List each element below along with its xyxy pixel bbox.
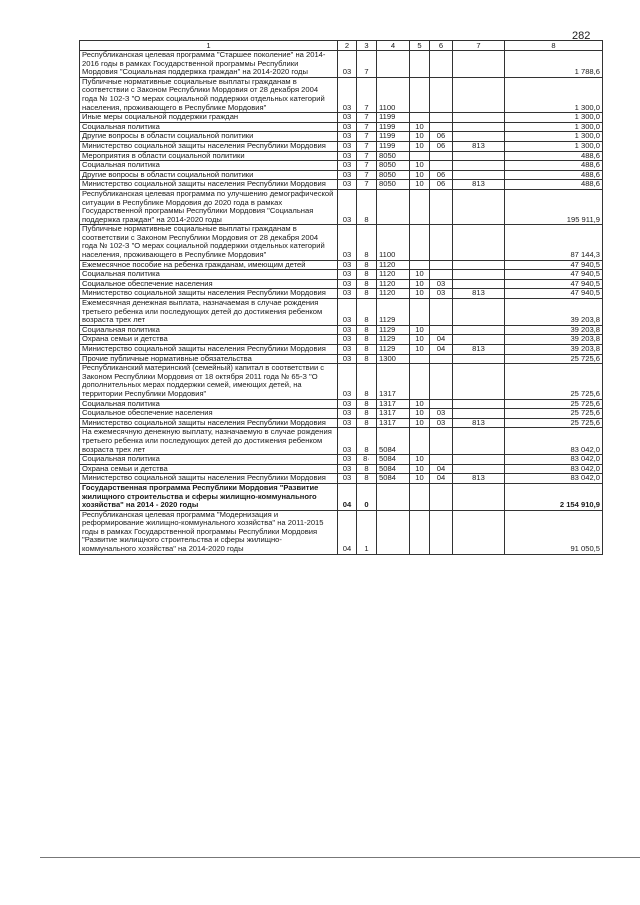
row-code-3: 8: [357, 364, 377, 399]
row-code-3: 7: [357, 122, 377, 132]
row-code-5: [410, 510, 430, 554]
row-name: Социальная политика: [80, 122, 338, 132]
col-header-3: 3: [357, 41, 377, 51]
row-code-7: [453, 409, 505, 419]
row-code-6: 03: [430, 289, 453, 299]
row-name: Социальная политика: [80, 270, 338, 280]
row-amount: 488,6: [505, 180, 603, 190]
row-amount: 39 203,8: [505, 335, 603, 345]
row-name: На ежемесячную денежную выплату, назначаемую в случае рождения третьего ребенка или последующих детей до достижения ребенком возраста трех лет: [80, 428, 338, 455]
row-code-3: 8: [357, 260, 377, 270]
row-code-3: 8: [357, 418, 377, 428]
table-row: [80, 299, 603, 326]
row-amount: 1 300,0: [505, 122, 603, 132]
row-code-3: 1: [357, 510, 377, 554]
row-code-7: [453, 260, 505, 270]
row-code-6: [430, 510, 453, 554]
row-code-4: 1199: [377, 122, 410, 132]
row-code-6: [430, 77, 453, 112]
row-code-4: 1100: [377, 77, 410, 112]
row-name: Публичные нормативные социальные выплаты гражданам в соответствии с Законом Республики Мордовия от 28 декабря 2004 года № 102-З "О мерах социальной поддержки отдельных категорий населения, проживающего в Республике Мордовия": [80, 77, 338, 112]
row-code-4: 1317: [377, 399, 410, 409]
row-code-5: [410, 354, 430, 364]
row-code-5: 10: [410, 122, 430, 132]
row-code-6: 03: [430, 418, 453, 428]
row-name: Республиканский материнский (семейный) капитал в соответствии с Законом Республики Мордовия от 18 октября 2011 года № 65-З "О дополнительных мерах поддержки семей, имеющих детей, на территории Республики Мордовия": [80, 364, 338, 399]
row-code-7: 813: [453, 418, 505, 428]
row-code-2: 03: [338, 354, 357, 364]
row-code-2: 03: [338, 299, 357, 326]
row-amount: 83 042,0: [505, 464, 603, 474]
row-code-5: 10: [410, 335, 430, 345]
row-code-5: [410, 151, 430, 161]
row-code-3: 7: [357, 51, 377, 78]
row-code-5: 10: [410, 474, 430, 484]
row-code-3: 7: [357, 77, 377, 112]
table-row: [80, 399, 603, 409]
row-code-7: [453, 399, 505, 409]
row-code-4: 1120: [377, 270, 410, 280]
table-row: [80, 151, 603, 161]
table-row: [80, 189, 603, 224]
table-row: [80, 180, 603, 190]
row-code-2: 03: [338, 51, 357, 78]
row-code-3: 8: [357, 189, 377, 224]
row-code-4: 1317: [377, 409, 410, 419]
row-code-2: 03: [338, 170, 357, 180]
row-code-3: 8: [357, 289, 377, 299]
table-row: [80, 364, 603, 399]
row-code-2: 03: [338, 77, 357, 112]
row-code-6: [430, 151, 453, 161]
row-code-4: 1300: [377, 354, 410, 364]
row-code-7: [453, 464, 505, 474]
row-code-6: [430, 399, 453, 409]
table-row: [80, 225, 603, 260]
row-code-2: 03: [338, 161, 357, 171]
row-amount: 47 940,5: [505, 270, 603, 280]
row-amount: 1 300,0: [505, 77, 603, 112]
row-name: Министерство социальной защиты населения Республики Мордовия: [80, 345, 338, 355]
row-name: Социальная политика: [80, 455, 338, 465]
row-code-3: 8: [357, 474, 377, 484]
row-code-5: [410, 113, 430, 123]
row-code-3: 8: [357, 299, 377, 326]
table-row: [80, 455, 603, 465]
row-code-3: 8: [357, 399, 377, 409]
row-amount: 1 300,0: [505, 113, 603, 123]
col-header-4: 4: [377, 41, 410, 51]
row-code-4: 1317: [377, 364, 410, 399]
row-name: Республиканская целевая программа по улучшению демографической ситуации в Республике Мордовия до 2020 года в рамках Государственной программы Республики Мордовия "Социальная поддержка граждан" на 2014-2020 годы: [80, 189, 338, 224]
row-code-5: 10: [410, 170, 430, 180]
row-name: Социальное обеспечение населения: [80, 409, 338, 419]
row-code-7: [453, 279, 505, 289]
table-row: [80, 170, 603, 180]
row-code-6: 06: [430, 141, 453, 151]
row-code-6: [430, 299, 453, 326]
row-code-6: [430, 51, 453, 78]
row-code-2: 03: [338, 151, 357, 161]
row-code-4: [377, 189, 410, 224]
table-row: [80, 418, 603, 428]
row-code-7: [453, 455, 505, 465]
row-code-4: 8050: [377, 180, 410, 190]
row-code-4: 1129: [377, 325, 410, 335]
row-code-7: 813: [453, 474, 505, 484]
row-amount: 25 725,6: [505, 399, 603, 409]
row-code-2: 03: [338, 325, 357, 335]
col-header-5: 5: [410, 41, 430, 51]
row-code-7: [453, 335, 505, 345]
row-code-5: 10: [410, 270, 430, 280]
row-name: Иные меры социальной поддержки граждан: [80, 113, 338, 123]
row-name: Охрана семьи и детства: [80, 335, 338, 345]
row-code-4: 1120: [377, 289, 410, 299]
row-code-2: 04: [338, 483, 357, 510]
row-code-3: 7: [357, 132, 377, 142]
row-code-3: 7: [357, 161, 377, 171]
row-code-3: 0: [357, 483, 377, 510]
table-row: [80, 345, 603, 355]
row-amount: 83 042,0: [505, 474, 603, 484]
col-header-8: 8: [505, 41, 603, 51]
row-code-2: 03: [338, 225, 357, 260]
page-number: 282: [572, 30, 591, 42]
header-row: [80, 41, 603, 51]
row-code-5: 10: [410, 345, 430, 355]
row-code-7: [453, 132, 505, 142]
row-name: Ежемесячная денежная выплата, назначаемая в случае рождения третьего ребенка или последующих детей до достижения ребенком возраста трех лет: [80, 299, 338, 326]
row-code-7: [453, 170, 505, 180]
row-code-3: 8: [357, 225, 377, 260]
row-code-7: [453, 364, 505, 399]
table-row: [80, 161, 603, 171]
row-code-5: 10: [410, 132, 430, 142]
row-code-3: 8: [357, 270, 377, 280]
row-code-5: 10: [410, 161, 430, 171]
row-name: Прочие публичные нормативные обязательства: [80, 354, 338, 364]
row-code-7: [453, 189, 505, 224]
row-code-3: 8: [357, 345, 377, 355]
row-code-2: 03: [338, 122, 357, 132]
row-code-2: 03: [338, 474, 357, 484]
row-code-5: 10: [410, 180, 430, 190]
row-code-3: 7: [357, 113, 377, 123]
row-code-4: 1199: [377, 113, 410, 123]
row-code-6: [430, 161, 453, 171]
row-code-3: 7: [357, 180, 377, 190]
table-row: [80, 510, 603, 554]
row-code-6: 06: [430, 180, 453, 190]
row-name: Республиканская целевая программа "Модернизация и реформирование жилищно-коммунального хозяйства" на 2011-2015 годы в рамках Государственной программы Республики Мордовия "Развитие жилищного строительства и сферы жилищно-коммунального хозяйства" на 2014-2020 годы: [80, 510, 338, 554]
row-amount: 25 725,6: [505, 418, 603, 428]
row-code-6: [430, 113, 453, 123]
row-code-4: 8050: [377, 151, 410, 161]
row-code-2: 03: [338, 428, 357, 455]
row-code-4: 1129: [377, 335, 410, 345]
row-code-7: [453, 225, 505, 260]
row-code-3: 8: [357, 279, 377, 289]
row-code-5: [410, 260, 430, 270]
row-code-2: 03: [338, 189, 357, 224]
row-code-5: [410, 225, 430, 260]
row-code-7: [453, 77, 505, 112]
col-header-1: 1: [80, 41, 338, 51]
col-header-2: 2: [338, 41, 357, 51]
row-amount: 91 050,5: [505, 510, 603, 554]
row-amount: 1 788,6: [505, 51, 603, 78]
row-code-5: 10: [410, 399, 430, 409]
row-amount: 47 940,5: [505, 289, 603, 299]
row-code-6: [430, 189, 453, 224]
col-header-6: 6: [430, 41, 453, 51]
row-code-4: 5084: [377, 464, 410, 474]
row-code-4: [377, 510, 410, 554]
row-code-2: 03: [338, 364, 357, 399]
row-code-7: 813: [453, 289, 505, 299]
row-code-7: 813: [453, 180, 505, 190]
row-code-6: 04: [430, 335, 453, 345]
row-amount: 1 300,0: [505, 141, 603, 151]
row-code-7: [453, 483, 505, 510]
row-code-5: 10: [410, 455, 430, 465]
row-code-4: 1317: [377, 418, 410, 428]
row-code-6: [430, 354, 453, 364]
row-code-7: [453, 161, 505, 171]
row-code-4: 5084: [377, 428, 410, 455]
row-code-7: [453, 51, 505, 78]
row-name: Ежемесячное пособие на ребенка гражданам, имеющим детей: [80, 260, 338, 270]
row-name: Мероприятия в области социальной политики: [80, 151, 338, 161]
row-code-5: 10: [410, 289, 430, 299]
row-name: Социальная политика: [80, 399, 338, 409]
row-name: Публичные нормативные социальные выплаты гражданам в соответствии с Законом Республики Мордовия от 28 декабря 2004 года № 102-З "О мерах социальной поддержки отдельных категорий населения, проживающего в Республике Мордовия": [80, 225, 338, 260]
row-code-5: [410, 51, 430, 78]
row-code-7: [453, 299, 505, 326]
row-code-6: [430, 483, 453, 510]
row-name: Социальное обеспечение населения: [80, 279, 338, 289]
row-code-2: 03: [338, 132, 357, 142]
row-code-7: 813: [453, 345, 505, 355]
row-code-3: 8·: [357, 455, 377, 465]
table-row: [80, 474, 603, 484]
row-code-2: 03: [338, 409, 357, 419]
row-code-2: 03: [338, 345, 357, 355]
row-amount: 39 203,8: [505, 325, 603, 335]
row-amount: 2 154 910,9: [505, 483, 603, 510]
row-name: Социальная политика: [80, 325, 338, 335]
row-code-6: 06: [430, 170, 453, 180]
row-code-4: 8050: [377, 170, 410, 180]
row-code-5: [410, 483, 430, 510]
row-code-7: [453, 354, 505, 364]
row-code-7: [453, 122, 505, 132]
table-row: [80, 51, 603, 78]
row-code-6: [430, 455, 453, 465]
row-code-6: [430, 428, 453, 455]
row-amount: 488,6: [505, 170, 603, 180]
row-code-6: 04: [430, 464, 453, 474]
row-code-7: [453, 325, 505, 335]
row-code-7: [453, 270, 505, 280]
row-code-2: 03: [338, 279, 357, 289]
row-code-2: 04: [338, 510, 357, 554]
row-code-7: 813: [453, 141, 505, 151]
table-row: [80, 260, 603, 270]
table-row: [80, 113, 603, 123]
row-code-3: 7: [357, 151, 377, 161]
row-code-7: [453, 113, 505, 123]
table-row: [80, 289, 603, 299]
row-code-4: [377, 483, 410, 510]
row-amount: 87 144,3: [505, 225, 603, 260]
col-header-7: 7: [453, 41, 505, 51]
row-amount: 195 911,9: [505, 189, 603, 224]
row-amount: 25 725,6: [505, 364, 603, 399]
table-row: [80, 325, 603, 335]
table-row: [80, 354, 603, 364]
table-row: [80, 141, 603, 151]
budget-table: [79, 40, 603, 555]
row-code-3: 8: [357, 428, 377, 455]
table-row: [80, 335, 603, 345]
row-code-5: [410, 189, 430, 224]
row-name: Охрана семьи и детства: [80, 464, 338, 474]
row-name: Министерство социальной защиты населения Республики Мордовия: [80, 289, 338, 299]
row-code-4: 1199: [377, 132, 410, 142]
row-amount: 39 203,8: [505, 345, 603, 355]
row-name: Республиканская целевая программа "Старшее поколение" на 2014-2016 годы в рамках Государственной программы Республики Мордовия "Социальная поддержка граждан" на 2014-2020 годы: [80, 51, 338, 78]
row-code-6: 06: [430, 132, 453, 142]
row-code-6: [430, 364, 453, 399]
row-code-7: [453, 151, 505, 161]
row-code-5: [410, 428, 430, 455]
row-code-3: 8: [357, 354, 377, 364]
row-amount: 488,6: [505, 161, 603, 171]
row-code-6: [430, 260, 453, 270]
row-code-2: 03: [338, 335, 357, 345]
row-code-3: 8: [357, 409, 377, 419]
row-amount: 1 300,0: [505, 132, 603, 142]
row-code-4: 1199: [377, 141, 410, 151]
row-code-6: 04: [430, 474, 453, 484]
table-row: [80, 428, 603, 455]
page-bottom-rule: [40, 857, 640, 858]
row-code-5: 10: [410, 409, 430, 419]
row-code-6: 03: [430, 409, 453, 419]
row-name: Министерство социальной защиты населения Республики Мордовия: [80, 180, 338, 190]
row-code-2: 03: [338, 260, 357, 270]
row-code-3: 8: [357, 464, 377, 474]
row-name: Министерство социальной защиты населения Республики Мордовия: [80, 141, 338, 151]
row-amount: 39 203,8: [505, 299, 603, 326]
row-code-3: 8: [357, 325, 377, 335]
row-code-4: [377, 51, 410, 78]
row-code-4: 8050: [377, 161, 410, 171]
row-amount: 47 940,5: [505, 279, 603, 289]
row-code-5: 10: [410, 418, 430, 428]
row-amount: 488,6: [505, 151, 603, 161]
row-code-4: 1129: [377, 345, 410, 355]
table-row: [80, 132, 603, 142]
row-amount: 25 725,6: [505, 409, 603, 419]
row-code-5: 10: [410, 325, 430, 335]
table-row: [80, 122, 603, 132]
row-name: Министерство социальной защиты населения Республики Мордовия: [80, 418, 338, 428]
row-code-4: 1120: [377, 260, 410, 270]
row-amount: 83 042,0: [505, 428, 603, 455]
row-name: Государственная программа Республики Мордовия "Развитие жилищного строительства и сферы жилищно-коммунального хозяйства" на 2014 - 2020 годы: [80, 483, 338, 510]
table-row: [80, 270, 603, 280]
row-code-3: 8: [357, 335, 377, 345]
row-code-2: 03: [338, 464, 357, 474]
row-code-5: [410, 299, 430, 326]
row-code-6: [430, 270, 453, 280]
table-row: [80, 409, 603, 419]
row-name: Социальная политика: [80, 161, 338, 171]
row-code-2: 03: [338, 113, 357, 123]
table-row: [80, 77, 603, 112]
row-amount: 47 940,5: [505, 260, 603, 270]
row-code-5: 10: [410, 279, 430, 289]
row-name: Министерство социальной защиты населения Республики Мордовия: [80, 474, 338, 484]
table-row: [80, 483, 603, 510]
row-code-4: 5084: [377, 455, 410, 465]
row-code-7: [453, 428, 505, 455]
row-code-4: 1120: [377, 279, 410, 289]
row-name: Другие вопросы в области социальной политики: [80, 132, 338, 142]
row-code-2: 03: [338, 289, 357, 299]
row-code-6: 03: [430, 279, 453, 289]
row-code-2: 03: [338, 180, 357, 190]
row-name: Другие вопросы в области социальной политики: [80, 170, 338, 180]
row-code-5: 10: [410, 141, 430, 151]
row-code-7: [453, 510, 505, 554]
row-code-6: [430, 225, 453, 260]
row-code-3: 7: [357, 141, 377, 151]
row-amount: 25 725,6: [505, 354, 603, 364]
row-code-3: 7: [357, 170, 377, 180]
table-row: [80, 279, 603, 289]
row-code-4: 5084: [377, 474, 410, 484]
row-code-6: [430, 122, 453, 132]
row-code-4: 1129: [377, 299, 410, 326]
row-code-4: 1100: [377, 225, 410, 260]
row-code-2: 03: [338, 455, 357, 465]
row-amount: 83 042,0: [505, 455, 603, 465]
row-code-2: 03: [338, 270, 357, 280]
row-code-6: [430, 325, 453, 335]
row-code-5: 10: [410, 464, 430, 474]
table-row: [80, 464, 603, 474]
row-code-5: [410, 77, 430, 112]
row-code-2: 03: [338, 141, 357, 151]
row-code-2: 03: [338, 418, 357, 428]
row-code-5: [410, 364, 430, 399]
row-code-2: 03: [338, 399, 357, 409]
row-code-6: 04: [430, 345, 453, 355]
